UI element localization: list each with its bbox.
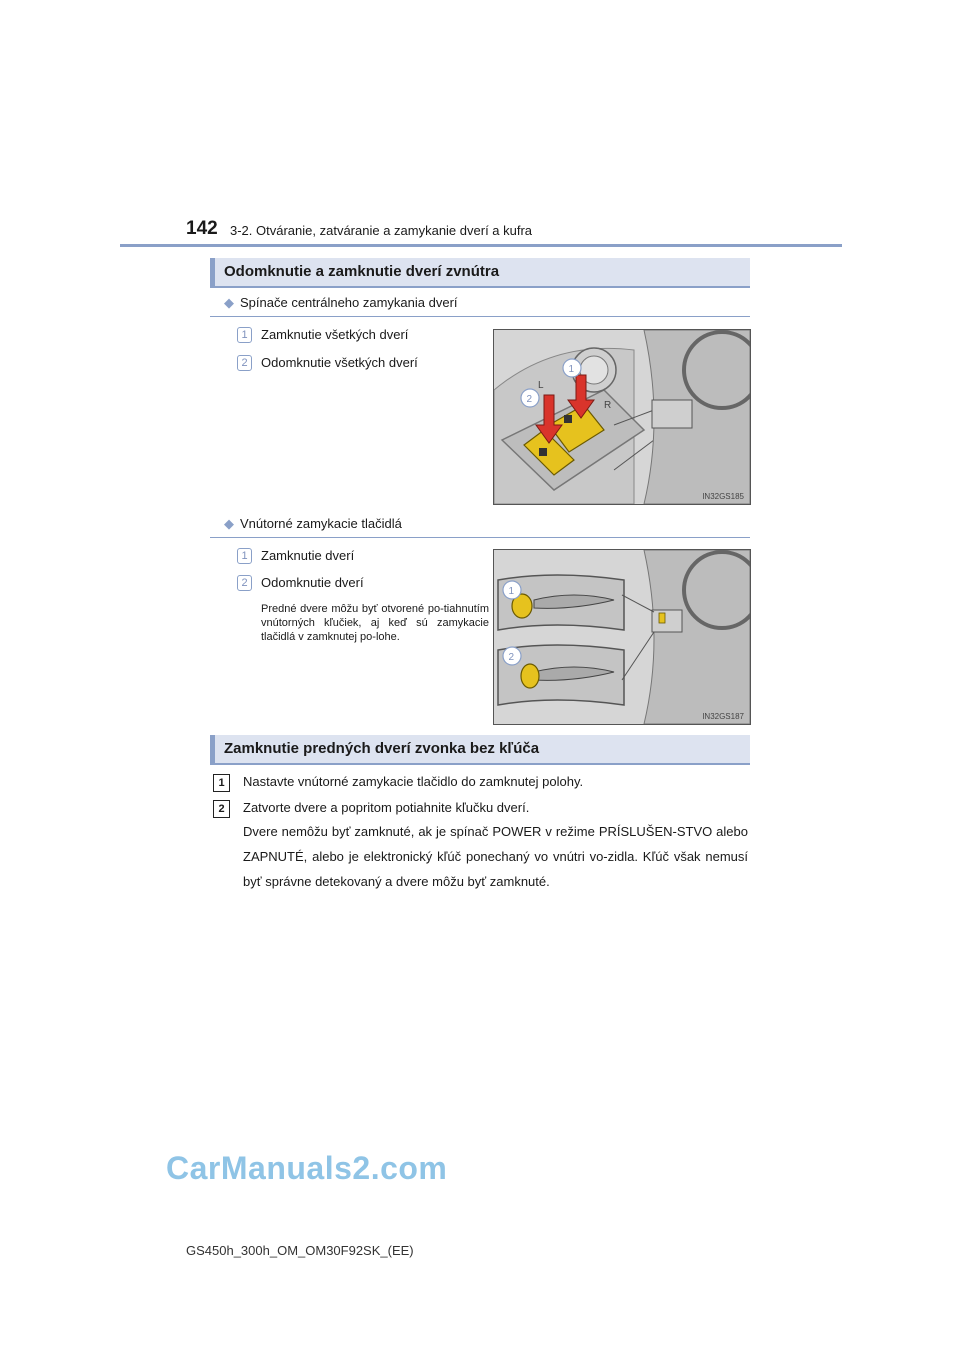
footer-code: GS450h_300h_OM_OM30F92SK_(EE)	[186, 1243, 414, 1258]
svg-text:2: 2	[526, 394, 533, 405]
subsection-heading-central-lock	[224, 295, 458, 311]
item-number-badge: 2	[237, 355, 252, 371]
subsection-heading-inside-lock-buttons	[224, 516, 402, 532]
subsection-rule	[210, 537, 750, 538]
step-number-badge: 1	[213, 774, 230, 792]
svg-text:1: 1	[508, 586, 515, 597]
watermark-logo[interactable]: CarManuals2.com	[166, 1150, 448, 1186]
chapter-title: 3-2. Otváranie, zatváranie a zamykanie dverí a kufra	[230, 223, 533, 238]
figure-inside-lock-buttons	[493, 549, 751, 725]
svg-text:1: 1	[568, 364, 575, 375]
svg-text:R: R	[604, 400, 612, 411]
step-number-badge: 2	[213, 800, 230, 818]
note-text: Predné dvere môžu byť otvorené po-tiahnutím vnútorných kľučiek, aj keď sú zamykacie tlačidlá v zamknutej po-lohe.	[261, 603, 489, 643]
subsection-title: Spínače centrálneho zamykania dverí	[240, 295, 458, 310]
section-heading-unlock-lock-inside	[210, 258, 750, 288]
figure-central-lock-switch	[493, 329, 751, 505]
section-heading-lock-front-doors	[210, 735, 750, 765]
diamond-icon: ◆	[224, 295, 234, 310]
svg-text:2: 2	[508, 652, 515, 663]
item-number-badge: 1	[237, 327, 252, 343]
figure-code: IN32GS187	[702, 712, 744, 721]
subsection-rule	[210, 316, 750, 317]
section-title: Zamknutie predných dverí zvonka bez kľúča	[224, 740, 540, 757]
item-number-badge: 2	[237, 575, 252, 591]
subsection-title: Vnútorné zamykacie tlačidlá	[240, 516, 402, 531]
page-number: 142	[186, 218, 218, 239]
item-lock-all-doors: Zamknutie všetkých dverí	[261, 327, 409, 342]
info-paragraph: Dvere nemôžu byť zamknuté, ak je spínač POWER v režime PRÍSLUŠEN-STVO alebo ZAPNUTÉ, alebo je elektronický kľúč ponechaný vo vnútri vo-zidla. Kľúč však nemusí byť správne detekovaný a dvere môžu byť zamknuté.	[243, 824, 748, 889]
step-text: Zatvorte dvere a popritom potiahnite kľučku dverí.	[243, 800, 530, 815]
inside-lock-buttons-illustration	[494, 550, 750, 724]
central-lock-switch-illustration	[494, 330, 750, 504]
item-number-badge: 1	[237, 548, 252, 564]
item-unlock-all-doors: Odomknutie všetkých dverí	[261, 355, 418, 370]
step-text: Nastavte vnútorné zamykacie tlačidlo do zamknutej polohy.	[243, 774, 584, 789]
item-unlock-door: Odomknutie dverí	[261, 575, 364, 590]
figure-code: IN32GS185	[702, 492, 744, 501]
svg-text:L: L	[538, 380, 544, 391]
diamond-icon: ◆	[224, 516, 234, 531]
item-lock-door: Zamknutie dverí	[261, 548, 355, 563]
section-title: Odomknutie a zamknutie dverí zvnútra	[224, 263, 500, 280]
header-rule	[120, 244, 842, 247]
